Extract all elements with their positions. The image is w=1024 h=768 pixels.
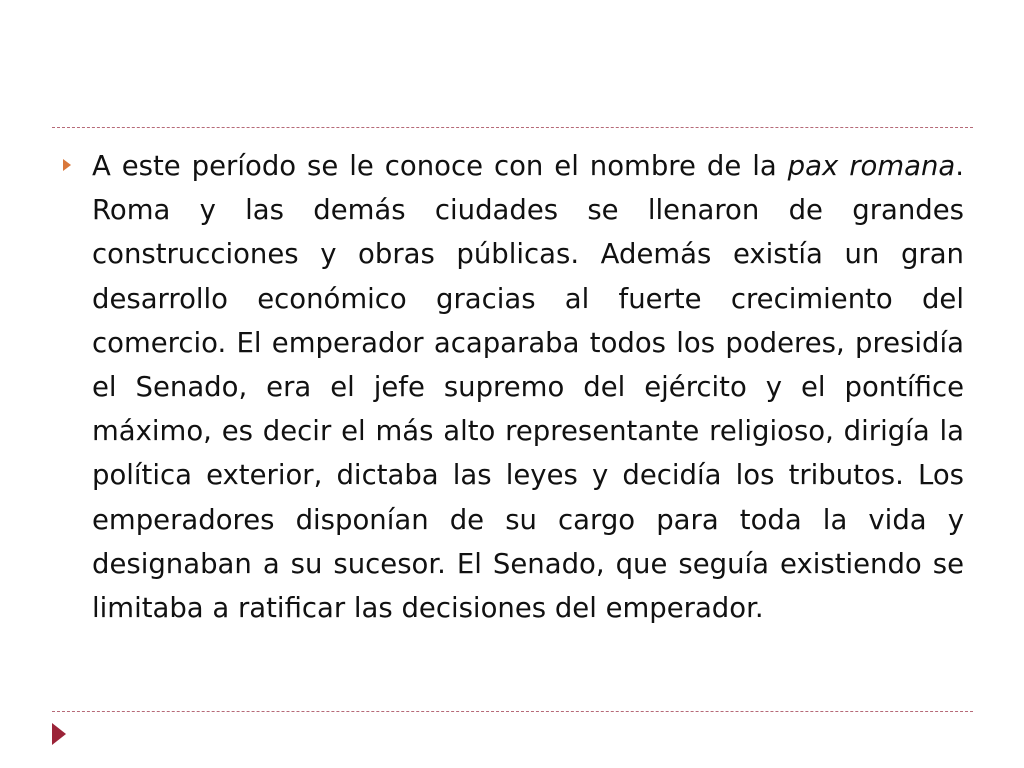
next-slide-arrow-icon[interactable] [52, 723, 66, 745]
body-paragraph [92, 144, 964, 630]
paragraph-text-start: A este período se le conoce con el nombre de la [92, 150, 788, 182]
paragraph-text-rest: . Roma y las demás ciudades se llenaron de grandes construcciones y obras públicas. Además existía un gran desarrollo económico gracias al fuerte crecimiento del comercio. El emperador acaparaba todos los poderes, presidía el Senado, era el jefe supremo del ejército y el pontífice máximo, es decir el más alto representante religioso, dirigía la política exterior, dictaba las leyes y decidía los tributos. Los emperadores disponían de su cargo para toda la vida y designaban a su sucesor. El Senado, que seguía existiendo se limitaba a ratificar las decisiones del emperador. [92, 150, 964, 625]
top-divider [52, 127, 973, 128]
bottom-divider [52, 711, 973, 712]
paragraph-italic-term: pax romana [787, 150, 956, 182]
triangle-bullet-icon [63, 159, 71, 171]
